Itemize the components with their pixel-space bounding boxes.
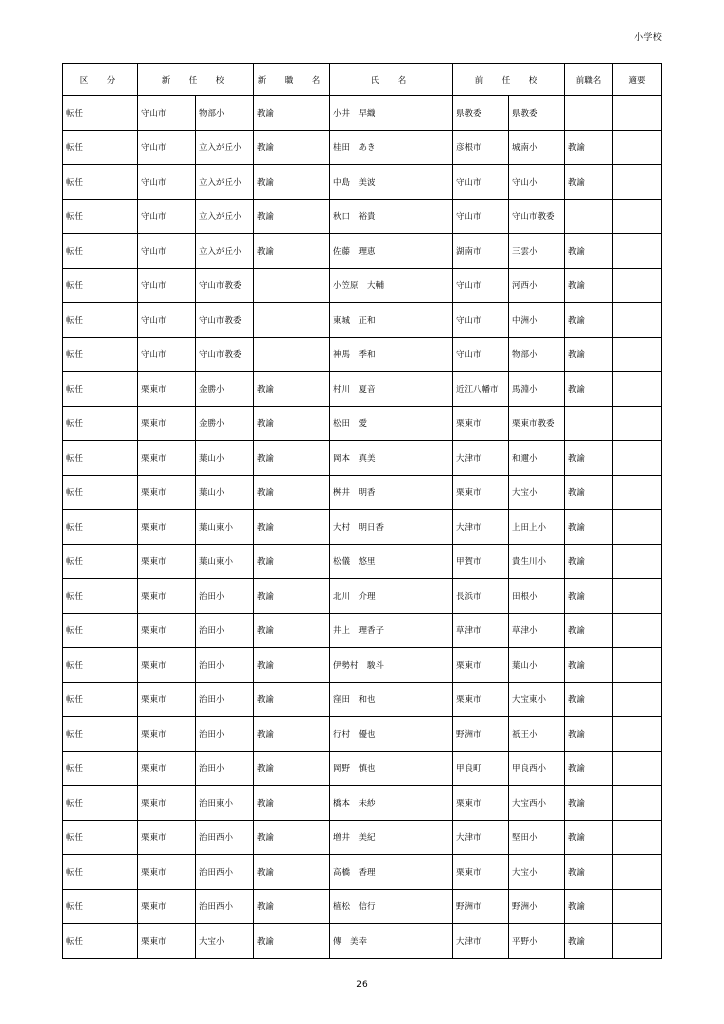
cell-notes: [613, 96, 662, 131]
cell-new-position: 教諭: [254, 544, 330, 579]
cell-prev-position: [565, 199, 613, 234]
cell-new-school: 物部小: [196, 96, 254, 131]
cell-prev-position: 教諭: [565, 268, 613, 303]
cell-new-position: 教諭: [254, 751, 330, 786]
cell-category: 転任: [63, 441, 138, 476]
table-header: [63, 64, 662, 96]
cell-new-position: 教諭: [254, 510, 330, 545]
cell-prev-city: 大津市: [453, 820, 509, 855]
cell-new-school: 葉山小: [196, 441, 254, 476]
cell-prev-city: 県教委: [453, 96, 509, 131]
cell-new-school: 葉山東小: [196, 544, 254, 579]
cell-new-city: 栗東市: [138, 889, 196, 924]
cell-notes: [613, 579, 662, 614]
cell-prev-city: 栗東市: [453, 406, 509, 441]
table-row: [63, 372, 662, 407]
cell-name: 小笠原 大輔: [330, 268, 453, 303]
cell-new-school: 治田小: [196, 648, 254, 683]
cell-category: 転任: [63, 268, 138, 303]
table-row: [63, 924, 662, 959]
cell-category: 転任: [63, 648, 138, 683]
cell-new-city: 栗東市: [138, 510, 196, 545]
table-row: [63, 130, 662, 165]
cell-prev-city: 大津市: [453, 510, 509, 545]
table-row: [63, 303, 662, 338]
cell-category: 転任: [63, 96, 138, 131]
cell-new-position: 教諭: [254, 855, 330, 890]
cell-new-position: 教諭: [254, 441, 330, 476]
cell-notes: [613, 406, 662, 441]
cell-name: 植松 信行: [330, 889, 453, 924]
cell-notes: [613, 234, 662, 269]
cell-new-city: 守山市: [138, 130, 196, 165]
cell-new-city: 栗東市: [138, 820, 196, 855]
cell-notes: [613, 717, 662, 752]
cell-notes: [613, 648, 662, 683]
cell-category: 転任: [63, 579, 138, 614]
cell-name: 中島 美波: [330, 165, 453, 200]
cell-prev-school: 甲良西小: [509, 751, 565, 786]
cell-name: 松田 愛: [330, 406, 453, 441]
cell-new-city: 栗東市: [138, 786, 196, 821]
cell-notes: [613, 303, 662, 338]
cell-prev-city: 守山市: [453, 268, 509, 303]
cell-new-position: 教諭: [254, 130, 330, 165]
table-row: [63, 406, 662, 441]
cell-new-school: 立入が丘小: [196, 130, 254, 165]
cell-prev-school: 大宝小: [509, 475, 565, 510]
cell-prev-position: [565, 96, 613, 131]
cell-prev-school: 守山小: [509, 165, 565, 200]
cell-prev-school: 大宝小: [509, 855, 565, 890]
cell-name: 松儀 悠里: [330, 544, 453, 579]
cell-prev-position: 教諭: [565, 544, 613, 579]
cell-new-city: 栗東市: [138, 406, 196, 441]
cell-notes: [613, 613, 662, 648]
cell-category: 転任: [63, 889, 138, 924]
cell-new-school: 治田小: [196, 613, 254, 648]
cell-new-city: 守山市: [138, 165, 196, 200]
cell-prev-city: 野洲市: [453, 889, 509, 924]
cell-prev-position: 教諭: [565, 613, 613, 648]
cell-prev-city: 栗東市: [453, 475, 509, 510]
cell-name: 桝井 明香: [330, 475, 453, 510]
cell-prev-school: 城南小: [509, 130, 565, 165]
cell-prev-school: 物部小: [509, 337, 565, 372]
cell-name: 北川 介理: [330, 579, 453, 614]
cell-new-position: 教諭: [254, 406, 330, 441]
cell-prev-school: 堅田小: [509, 820, 565, 855]
cell-name: 岡野 慎也: [330, 751, 453, 786]
cell-new-position: 教諭: [254, 648, 330, 683]
cell-new-school: 大宝小: [196, 924, 254, 959]
cell-prev-city: 栗東市: [453, 786, 509, 821]
cell-new-school: 治田小: [196, 682, 254, 717]
cell-category: 転任: [63, 337, 138, 372]
cell-prev-position: [565, 406, 613, 441]
cell-new-city: 守山市: [138, 337, 196, 372]
cell-category: 転任: [63, 303, 138, 338]
cell-new-school: 守山市教委: [196, 268, 254, 303]
cell-notes: [613, 889, 662, 924]
cell-new-city: 栗東市: [138, 613, 196, 648]
cell-new-city: 栗東市: [138, 717, 196, 752]
cell-category: 転任: [63, 130, 138, 165]
cell-name: 秋口 裕貴: [330, 199, 453, 234]
cell-prev-position: 教諭: [565, 510, 613, 545]
table-row: [63, 613, 662, 648]
table-row: [63, 855, 662, 890]
cell-prev-position: 教諭: [565, 786, 613, 821]
cell-prev-position: 教諭: [565, 337, 613, 372]
cell-prev-city: 草津市: [453, 613, 509, 648]
cell-category: 転任: [63, 751, 138, 786]
cell-new-city: 栗東市: [138, 682, 196, 717]
cell-category: 転任: [63, 372, 138, 407]
cell-category: 転任: [63, 855, 138, 890]
cell-new-school: 治田東小: [196, 786, 254, 821]
cell-prev-city: 栗東市: [453, 648, 509, 683]
cell-new-city: 栗東市: [138, 751, 196, 786]
cell-notes: [613, 786, 662, 821]
header-new-position: 新 職 名: [254, 64, 330, 96]
cell-new-school: 立入が丘小: [196, 165, 254, 200]
cell-new-city: 栗東市: [138, 475, 196, 510]
cell-notes: [613, 544, 662, 579]
cell-prev-city: 守山市: [453, 165, 509, 200]
header-previous-school: 前 任 校: [453, 64, 565, 96]
table-row: [63, 579, 662, 614]
cell-category: 転任: [63, 717, 138, 752]
cell-prev-city: 彦根市: [453, 130, 509, 165]
cell-category: 転任: [63, 475, 138, 510]
cell-name: 高橋 香理: [330, 855, 453, 890]
cell-new-position: 教諭: [254, 579, 330, 614]
table-row: [63, 717, 662, 752]
cell-prev-school: 大宝西小: [509, 786, 565, 821]
header-name: 氏 名: [330, 64, 453, 96]
cell-prev-position: 教諭: [565, 234, 613, 269]
cell-prev-city: 栗東市: [453, 682, 509, 717]
cell-category: 転任: [63, 613, 138, 648]
cell-new-city: 栗東市: [138, 579, 196, 614]
cell-notes: [613, 751, 662, 786]
cell-prev-school: 河西小: [509, 268, 565, 303]
cell-prev-school: 田根小: [509, 579, 565, 614]
table-row: [63, 441, 662, 476]
cell-prev-school: 馬淵小: [509, 372, 565, 407]
cell-category: 転任: [63, 682, 138, 717]
cell-new-school: 治田西小: [196, 855, 254, 890]
cell-new-city: 栗東市: [138, 544, 196, 579]
cell-new-position: 教諭: [254, 199, 330, 234]
cell-prev-school: 上田上小: [509, 510, 565, 545]
table-row: [63, 751, 662, 786]
cell-prev-school: 県教委: [509, 96, 565, 131]
cell-prev-position: 教諭: [565, 751, 613, 786]
cell-new-school: 治田小: [196, 751, 254, 786]
cell-category: 転任: [63, 820, 138, 855]
cell-name: 井上 理香子: [330, 613, 453, 648]
cell-new-position: 教諭: [254, 682, 330, 717]
table-row: [63, 165, 662, 200]
cell-prev-position: 教諭: [565, 372, 613, 407]
cell-new-city: 栗東市: [138, 855, 196, 890]
cell-category: 転任: [63, 786, 138, 821]
cell-prev-position: 教諭: [565, 648, 613, 683]
cell-category: 転任: [63, 406, 138, 441]
table-row: [63, 786, 662, 821]
cell-new-city: 栗東市: [138, 372, 196, 407]
cell-prev-position: 教諭: [565, 889, 613, 924]
cell-notes: [613, 510, 662, 545]
cell-new-position: 教諭: [254, 889, 330, 924]
cell-prev-city: 守山市: [453, 199, 509, 234]
cell-new-position: [254, 337, 330, 372]
cell-prev-city: 甲良町: [453, 751, 509, 786]
cell-name: 小井 早織: [330, 96, 453, 131]
cell-name: 佐藤 理恵: [330, 234, 453, 269]
cell-notes: [613, 337, 662, 372]
cell-prev-school: 三雲小: [509, 234, 565, 269]
table-row: [63, 268, 662, 303]
section-label: 小学校: [634, 33, 662, 43]
cell-new-city: 栗東市: [138, 924, 196, 959]
cell-notes: [613, 199, 662, 234]
cell-name: 窪田 和也: [330, 682, 453, 717]
cell-new-city: 守山市: [138, 303, 196, 338]
cell-new-position: 教諭: [254, 717, 330, 752]
header-row: [63, 64, 662, 96]
cell-prev-city: 長浜市: [453, 579, 509, 614]
cell-name: 伊勢村 駿斗: [330, 648, 453, 683]
cell-notes: [613, 855, 662, 890]
cell-new-position: 教諭: [254, 924, 330, 959]
cell-new-city: 守山市: [138, 234, 196, 269]
cell-new-school: 金勝小: [196, 372, 254, 407]
cell-notes: [613, 130, 662, 165]
cell-new-school: 立入が丘小: [196, 199, 254, 234]
cell-prev-position: 教諭: [565, 165, 613, 200]
table-row: [63, 820, 662, 855]
cell-prev-city: 湖南市: [453, 234, 509, 269]
table-body: [63, 96, 662, 959]
header-new-school: 新 任 校: [138, 64, 254, 96]
cell-new-position: 教諭: [254, 372, 330, 407]
cell-prev-city: 大津市: [453, 924, 509, 959]
table-row: [63, 199, 662, 234]
cell-category: 転任: [63, 199, 138, 234]
header-category: 区 分: [63, 64, 138, 96]
cell-category: 転任: [63, 234, 138, 269]
cell-prev-city: 守山市: [453, 303, 509, 338]
cell-name: 行村 優也: [330, 717, 453, 752]
cell-new-school: 治田小: [196, 579, 254, 614]
cell-name: 橋本 未紗: [330, 786, 453, 821]
table-row: [63, 234, 662, 269]
cell-new-position: 教諭: [254, 234, 330, 269]
cell-new-city: 守山市: [138, 96, 196, 131]
cell-prev-position: 教諭: [565, 475, 613, 510]
cell-prev-position: 教諭: [565, 855, 613, 890]
cell-prev-position: 教諭: [565, 924, 613, 959]
cell-new-school: 守山市教委: [196, 337, 254, 372]
cell-new-school: 治田西小: [196, 820, 254, 855]
cell-new-position: 教諭: [254, 820, 330, 855]
cell-new-city: 栗東市: [138, 648, 196, 683]
cell-prev-school: 貴生川小: [509, 544, 565, 579]
table-row: [63, 510, 662, 545]
cell-prev-city: 栗東市: [453, 855, 509, 890]
cell-new-city: 守山市: [138, 268, 196, 303]
cell-new-school: 葉山東小: [196, 510, 254, 545]
cell-new-school: 葉山小: [196, 475, 254, 510]
cell-notes: [613, 441, 662, 476]
cell-prev-position: 教諭: [565, 130, 613, 165]
cell-new-position: 教諭: [254, 165, 330, 200]
cell-new-position: 教諭: [254, 613, 330, 648]
cell-name: 村川 夏音: [330, 372, 453, 407]
cell-category: 転任: [63, 165, 138, 200]
cell-new-school: 守山市教委: [196, 303, 254, 338]
cell-name: 増井 美紀: [330, 820, 453, 855]
cell-prev-school: 和邇小: [509, 441, 565, 476]
cell-notes: [613, 682, 662, 717]
cell-prev-school: 中洲小: [509, 303, 565, 338]
cell-category: 転任: [63, 510, 138, 545]
cell-name: 神馬 季和: [330, 337, 453, 372]
cell-notes: [613, 475, 662, 510]
cell-name: 東城 正和: [330, 303, 453, 338]
cell-prev-city: 近江八幡市: [453, 372, 509, 407]
cell-notes: [613, 372, 662, 407]
table-row: [63, 96, 662, 131]
cell-new-position: 教諭: [254, 96, 330, 131]
cell-prev-position: 教諭: [565, 303, 613, 338]
cell-prev-school: 草津小: [509, 613, 565, 648]
cell-prev-position: 教諭: [565, 441, 613, 476]
table-row: [63, 337, 662, 372]
cell-notes: [613, 268, 662, 303]
cell-prev-city: 大津市: [453, 441, 509, 476]
cell-notes: [613, 924, 662, 959]
cell-prev-city: 守山市: [453, 337, 509, 372]
cell-prev-position: 教諭: [565, 682, 613, 717]
cell-prev-school: 守山市教委: [509, 199, 565, 234]
cell-new-school: 治田西小: [196, 889, 254, 924]
personnel-table: [62, 63, 662, 959]
cell-prev-city: 野洲市: [453, 717, 509, 752]
cell-new-city: 栗東市: [138, 441, 196, 476]
cell-prev-school: 栗東市教委: [509, 406, 565, 441]
table-row: [63, 889, 662, 924]
cell-name: 傳 美幸: [330, 924, 453, 959]
cell-notes: [613, 165, 662, 200]
cell-new-school: 金勝小: [196, 406, 254, 441]
cell-new-school: 治田小: [196, 717, 254, 752]
cell-prev-school: 野洲小: [509, 889, 565, 924]
cell-new-position: 教諭: [254, 786, 330, 821]
table-row: [63, 475, 662, 510]
cell-prev-position: 教諭: [565, 579, 613, 614]
cell-prev-school: 祇王小: [509, 717, 565, 752]
cell-prev-school: 大宝東小: [509, 682, 565, 717]
cell-new-position: 教諭: [254, 475, 330, 510]
cell-new-school: 立入が丘小: [196, 234, 254, 269]
cell-category: 転任: [63, 924, 138, 959]
header-notes: 適要: [613, 64, 662, 96]
cell-prev-school: 平野小: [509, 924, 565, 959]
header-previous-position: 前職名: [565, 64, 613, 96]
cell-name: 大村 明日香: [330, 510, 453, 545]
cell-new-city: 守山市: [138, 199, 196, 234]
cell-prev-city: 甲賀市: [453, 544, 509, 579]
cell-notes: [613, 820, 662, 855]
cell-new-position: [254, 303, 330, 338]
cell-prev-school: 葉山小: [509, 648, 565, 683]
cell-name: 桂田 あき: [330, 130, 453, 165]
table-row: [63, 682, 662, 717]
table-row: [63, 648, 662, 683]
cell-name: 岡本 真美: [330, 441, 453, 476]
cell-category: 転任: [63, 544, 138, 579]
page-number: 26: [356, 980, 368, 990]
cell-prev-position: 教諭: [565, 717, 613, 752]
table-row: [63, 544, 662, 579]
cell-prev-position: 教諭: [565, 820, 613, 855]
cell-new-position: [254, 268, 330, 303]
